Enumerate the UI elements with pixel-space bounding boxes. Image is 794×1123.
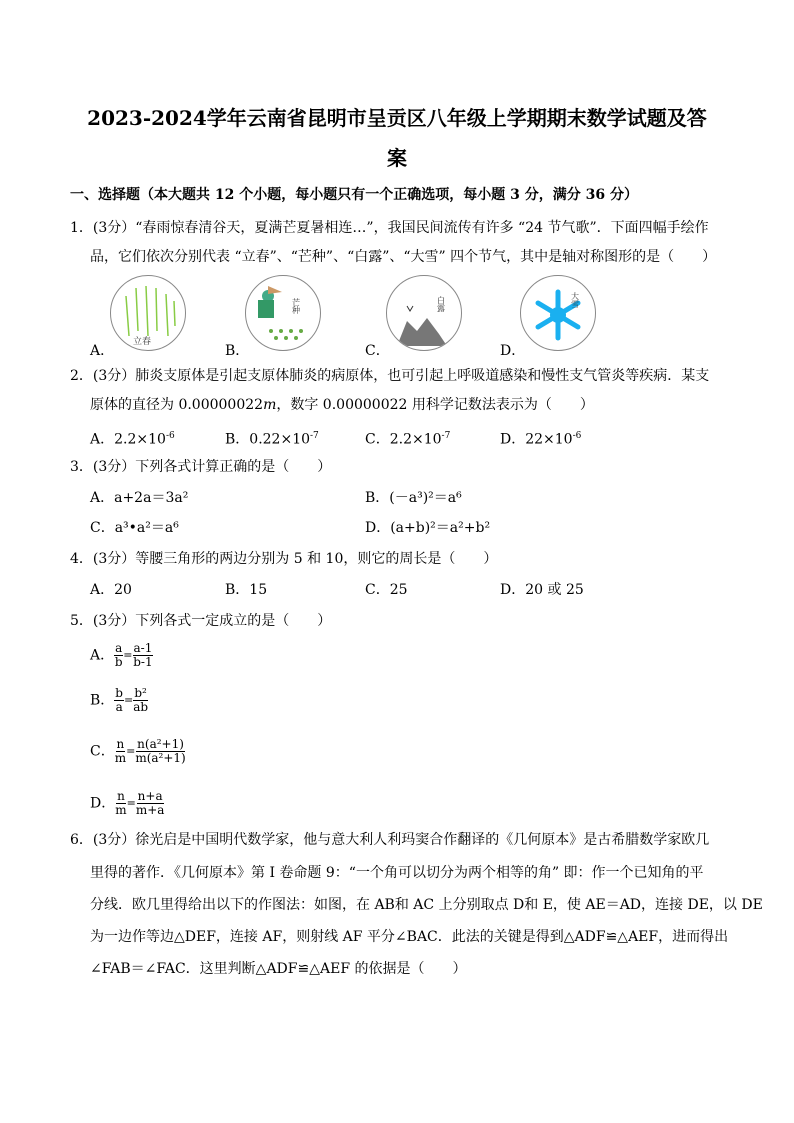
q3-option-b: B．(－a³)²＝a⁶	[365, 490, 462, 506]
q6-line1: 6．(3分）徐光启是中国明代数学家，他与意大利人利玛窦合作翻译的《几何原本》是古希腊数学家欧几	[70, 832, 710, 848]
q1-option-a: A．	[90, 343, 115, 359]
q5-option-a: A． $\frac{a}{b}$ = $\frac{a-1}{b-1}$	[90, 641, 153, 669]
q2-option-a: A．$2.2\times 10^{-6}$	[90, 431, 175, 448]
q6-line5: ∠FAB＝∠FAC．这里判断△ADF≌△AEF 的依据是（ ）	[90, 961, 467, 977]
q2-line2: 原体的直径为 0.00000022m，数字 0.00000022 用科学记数法表示为（ ）	[90, 397, 594, 413]
q1-option-d: D．	[500, 343, 526, 359]
q5-option-b: B． $\frac{b}{a}$ = $\frac{\text{b²}}{ab}$	[90, 686, 149, 714]
svg-text:大雪: 大雪	[570, 292, 580, 308]
q1-line2: 品，它们依次分别代表 “立春”、“芒种”、“白露”、“大雪” 四个节气，其中是轴对称图形的是（ ）	[90, 249, 717, 265]
q1-line1: 1．(3分）“春雨惊春清谷天，夏满芒夏暑相连…”，我国民间流传有许多 “24 节气歌”．下面四幅手绘作	[70, 220, 709, 236]
q2-option-c: C．$2.2\times 10^{-7}$	[365, 431, 451, 448]
q5-stem: 5．(3分）下列各式一定成立的是（ ）	[70, 613, 332, 629]
q3-option-a: A．a+2a＝3a²	[90, 490, 189, 506]
q6-line2: 里得的著作．《几何原本》第 I 卷命题 9：“一个角可以切分为两个相等的角” 即：作一个已知角的平	[90, 865, 704, 881]
q5-option-c: C． $\frac{n}{m}$ = $\frac{\text{n(a²+1)}}{\text{m(a²+1)}}$	[90, 737, 186, 765]
doc-title-line1: 2023-2024学年云南省昆明市呈贡区八年级上学期期末数学试题及答	[87, 106, 707, 130]
q3-option-d: D．(a+b)²＝a²+b²	[365, 520, 491, 536]
image-daxue	[520, 275, 596, 351]
q1-option-c: C．	[365, 343, 390, 359]
svg-text:芒种: 芒种	[291, 298, 301, 314]
section-heading: 一、选择题（本大题共 12 个小题，每小题只有一个正确选项，每小题 3 分，满分 36 分）	[70, 187, 638, 203]
image-mangzhong	[245, 275, 321, 351]
q6-line4: 为一边作等边△DEF，连接 AF，则射线 AF 平分∠BAC．此法的关键是得到△ADF≌△AEF，进而得出	[90, 929, 729, 945]
q4-option-b: B．15	[225, 582, 268, 598]
q4-stem: 4．(3分）等腰三角形的两边分别为 5 和 10，则它的周长是（ ）	[70, 551, 498, 567]
q4-option-d: D．20 或 25	[500, 582, 584, 598]
q4-option-a: A．20	[90, 582, 132, 598]
q2-option-d: D．$22\times 10^{-6}$	[500, 431, 582, 448]
image-lichun	[110, 275, 186, 351]
q2-line1: 2．(3分）肺炎支原体是引起支原体肺炎的病原体，也可引起上呼吸道感染和慢性支气管炎等疾病．某支	[70, 368, 710, 384]
svg-text:白露: 白露	[436, 296, 446, 312]
doc-title-line2: 案	[387, 146, 407, 170]
q1-option-b: B．	[225, 343, 250, 359]
q6-line3: 分线．欧几里得给出以下的作图法：如图，在 AB和 AC 上分别取点 D和 E，使 AE＝AD，连接 DE，以 DE	[90, 897, 763, 913]
q3-stem: 3．(3分）下列各式计算正确的是（ ）	[70, 459, 332, 475]
image-bailu	[386, 275, 462, 351]
q5-option-d: D． $\frac{n}{m}$ = $\frac{n+a}{m+a}$	[90, 789, 165, 817]
q4-option-c: C．25	[365, 582, 408, 598]
svg-text:立春: 立春	[133, 337, 152, 347]
q3-option-c: C．a³•a²＝a⁶	[90, 520, 179, 536]
q2-option-b: B．$0.22\times 10^{-7}$	[225, 431, 319, 448]
